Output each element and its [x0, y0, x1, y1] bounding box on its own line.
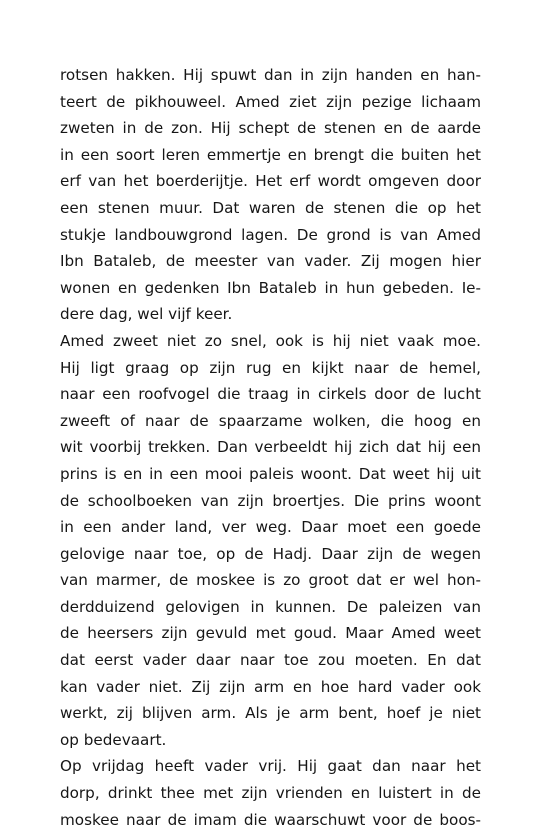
text-line: dat eerst vader daar naar toe zou moeten. En dat [60, 651, 481, 670]
text-line: in een soort leren emmertje en brengt die buiten het [60, 145, 481, 164]
text-line: naar een roofvogel die traag in cirkels door de lucht [60, 385, 481, 404]
text-line: zweeft of naar de spaarzame wolken, die hoog en [60, 411, 481, 430]
text-line: derdduizend gelovigen in kunnen. De paleizen van [60, 597, 481, 616]
text-line: op bedevaart. [60, 730, 167, 749]
text-line: wit voorbij trekken. Dan verbeeldt hij zich dat hij een [60, 438, 481, 457]
text-line: Op vrijdag heeft vader vrij. Hij gaat dan naar het [60, 757, 481, 776]
text-line: de schoolboeken van zijn broertjes. Die prins woont [60, 491, 481, 510]
text-line: dere dag, wel vijf keer. [60, 305, 233, 324]
text-line: in een ander land, ver weg. Daar moet een goede [60, 518, 481, 537]
text-line: erf van het boerderijtje. Het erf wordt omgeven door [60, 172, 481, 191]
text-line: kan vader niet. Zij zijn arm en hoe hard vader ook [60, 677, 481, 696]
text-line: rotsen hakken. Hij spuwt dan in zijn handen en han- [60, 66, 481, 84]
text-line: stukje landbouwgrond lagen. De grond is van Amed [60, 225, 481, 244]
text-line: dorp, drinkt thee met zijn vrienden en luistert in de [60, 784, 481, 803]
text-line: teert de pikhouweel. Amed ziet zijn pezige lichaam [60, 92, 481, 111]
text-line: zweten in de zon. Hij schept de stenen en de aarde [60, 119, 481, 138]
text-line: moskee naar de imam die waarschuwt voor de boos- [60, 810, 481, 829]
text-line: van marmer, de moskee is zo groot dat er wel hon- [60, 571, 481, 590]
text-line: een stenen muur. Dat waren de stenen die op het [60, 198, 481, 217]
text-line: gelovige naar toe, op de Hadj. Daar zijn de wegen [60, 544, 481, 563]
text-line: Amed zweet niet zo snel, ook is hij niet vaak moe. [60, 331, 481, 350]
text-line: wonen en gedenken Ibn Bataleb in hun gebeden. Ie- [60, 278, 481, 297]
text-line: de heersers zijn gevuld met goud. Maar Amed weet [60, 624, 481, 643]
body-text [60, 62, 481, 833]
text-line: Ibn Bataleb, de meester van vader. Zij mogen hier [60, 252, 481, 271]
text-line: Hij ligt graag op zijn rug en kijkt naar de hemel, [60, 358, 481, 377]
text-line: prins is en in een mooi paleis woont. Dat weet hij uit [60, 464, 481, 483]
text-line: werkt, zij blijven arm. Als je arm bent, hoef je niet [60, 704, 481, 723]
